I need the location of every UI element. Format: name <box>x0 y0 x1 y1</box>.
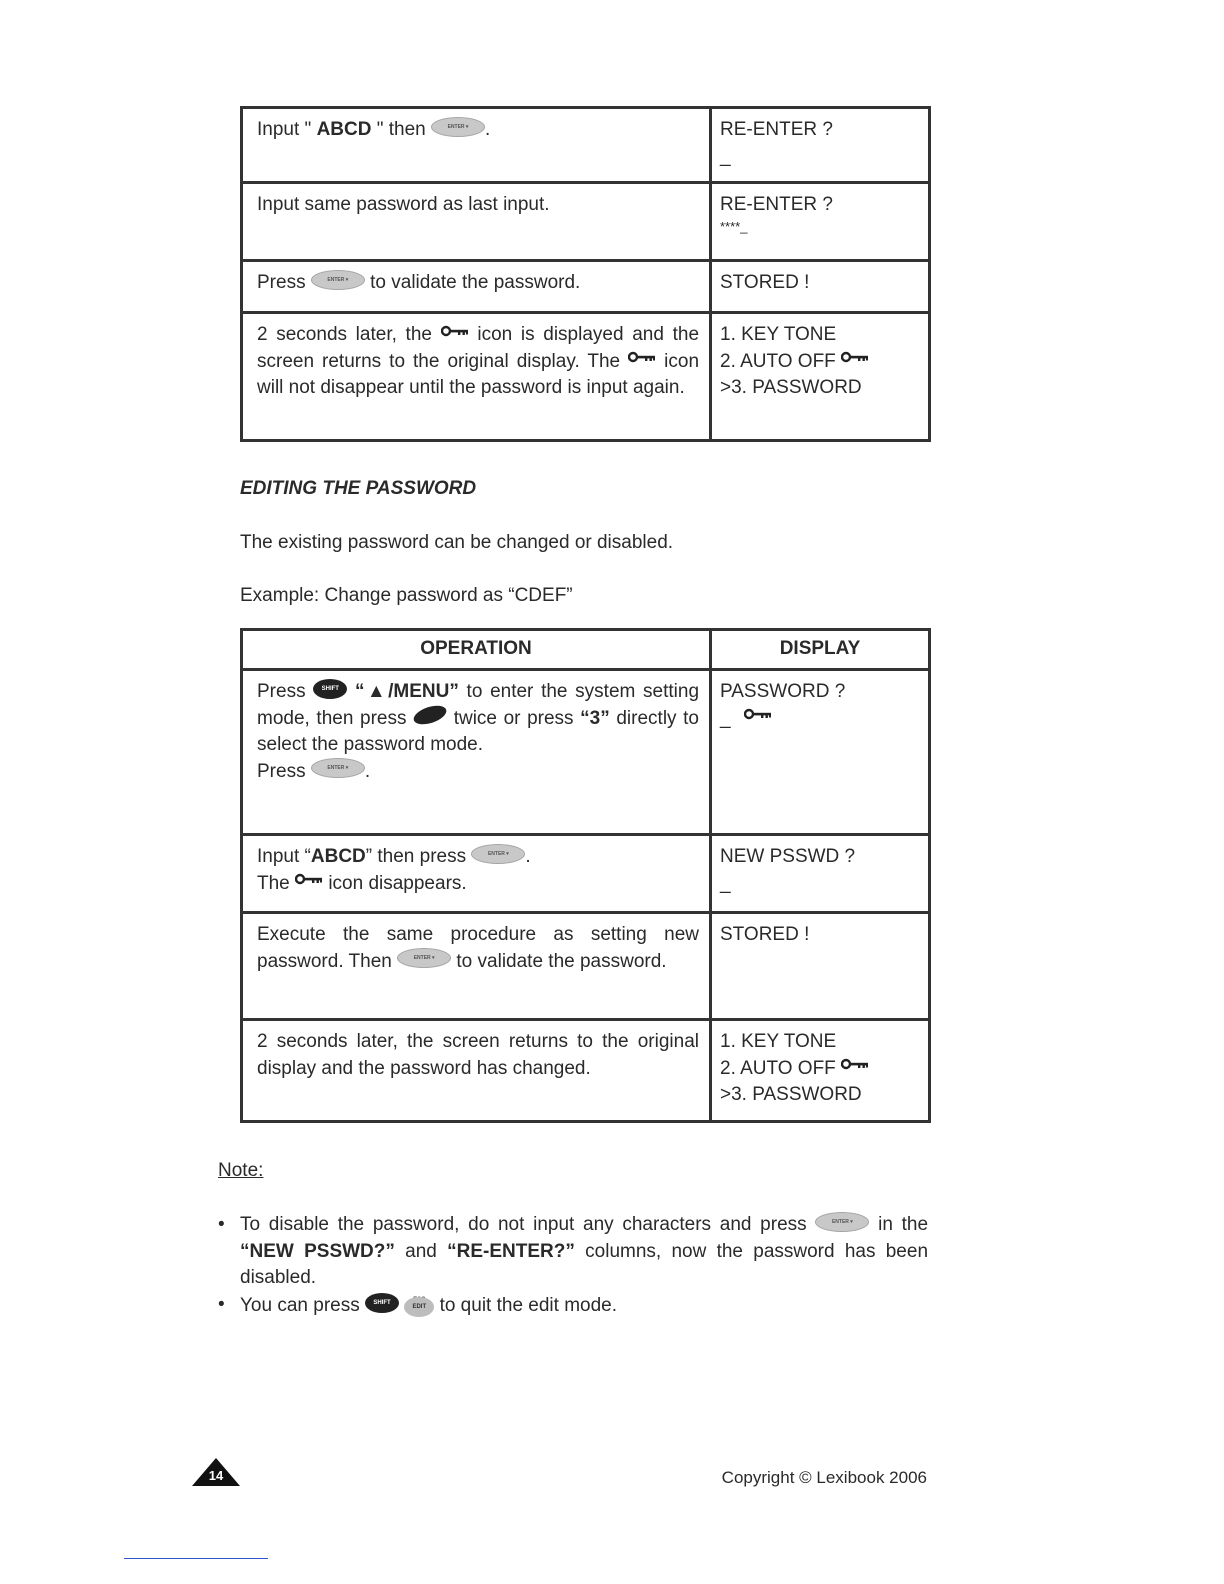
note-text: You can press <box>240 1294 360 1316</box>
column-header-display: DISPLAY <box>711 630 930 670</box>
op-text: Execute the same procedure as setting new password. Then <box>257 924 699 972</box>
operation-cell <box>242 1020 711 1122</box>
key-icon <box>628 351 656 363</box>
key-icon <box>295 873 323 885</box>
display-line: PASSWORD ? <box>720 681 846 702</box>
op-text: Input “ <box>257 846 311 867</box>
op-text: " then <box>371 119 426 140</box>
display-cell <box>711 313 930 441</box>
note-list <box>218 1212 928 1320</box>
shift-button-icon: SHIFT <box>313 679 347 699</box>
display-cell <box>711 108 930 183</box>
display-line: _ <box>720 872 731 894</box>
display-line: ****_ <box>720 218 748 234</box>
list-item <box>218 1292 928 1320</box>
display-line-with-key <box>720 349 918 376</box>
display-cell <box>711 261 930 313</box>
table-row <box>242 670 930 835</box>
display-line-with-key <box>720 706 918 733</box>
op-text: icon is displayed and the screen returns to the original display. The <box>257 324 700 372</box>
op-text: to validate the password. <box>456 950 667 972</box>
down-arrow-button-icon <box>411 703 448 729</box>
table-row <box>242 1020 930 1122</box>
op-text: twice or press <box>453 707 574 729</box>
op-bold-text: “▲/MENU” <box>354 681 459 702</box>
op-text: icon disappears. <box>328 872 467 894</box>
op-text: icon will not disappear until the password is input again. <box>257 350 700 398</box>
display-cell <box>711 913 930 1020</box>
operation-cell <box>242 108 711 183</box>
key-icon <box>441 325 469 337</box>
op-text: Input " <box>257 119 317 140</box>
divider <box>124 1558 268 1559</box>
operation-cell <box>242 261 711 313</box>
enter-button-icon: ENTER ▾ <box>311 758 365 778</box>
note-text: in the <box>878 1214 929 1235</box>
op-text: . <box>525 846 531 867</box>
operation-cell <box>242 835 711 913</box>
key-icon <box>841 1058 869 1070</box>
op-text: 2 seconds later, the screen returns to the original display and the password has changed. <box>257 1031 699 1079</box>
op-text: Press <box>257 272 306 293</box>
display-line: RE-ENTER ? <box>720 194 833 215</box>
op-text: . <box>364 760 371 782</box>
enter-button-icon: ENTER ▾ <box>311 270 365 290</box>
note-bold-text: “RE-ENTER?” <box>447 1240 575 1262</box>
op-text: Input same password as last input. <box>257 194 550 215</box>
table-row <box>242 108 930 183</box>
table-row <box>242 835 930 913</box>
op-text: 2 seconds later, the <box>257 324 432 345</box>
display-line: STORED ! <box>720 272 810 293</box>
op-text: to enter the system setting mode, then press <box>257 681 700 729</box>
table-row <box>242 913 930 1020</box>
display-line: 2. AUTO OFF <box>720 350 836 372</box>
op-text: directly to select the password mode. <box>257 707 699 755</box>
operation-cell <box>242 913 711 1020</box>
enter-button-icon: ENTER ▾ <box>397 948 451 968</box>
display-cell <box>711 835 930 913</box>
note-text: columns, now the password has been disabled. <box>240 1240 929 1288</box>
display-cell <box>711 670 930 835</box>
display-line: _ <box>720 707 731 729</box>
op-text: The <box>257 872 290 894</box>
display-line: STORED ! <box>720 924 810 945</box>
display-line: NEW PSSWD ? <box>720 846 856 867</box>
op-text: . <box>485 119 491 140</box>
display-line: RE-ENTER ? <box>720 119 833 140</box>
key-icon <box>841 351 869 363</box>
section-heading: EDITING THE PASSWORD <box>240 478 477 499</box>
column-header-operation: OPERATION <box>242 630 711 670</box>
key-icon <box>744 708 772 720</box>
operation-cell <box>242 183 711 261</box>
note-label: Note: <box>218 1160 264 1181</box>
display-line: 1. KEY TONE <box>720 324 837 345</box>
page-number-badge <box>192 1458 240 1486</box>
op-text: ” then press <box>365 846 467 867</box>
table-header-row <box>242 630 930 670</box>
display-line: 2. AUTO OFF <box>720 1057 836 1079</box>
table-row <box>242 261 930 313</box>
display-line: 1. KEY TONE <box>720 1031 837 1052</box>
copyright-text: Copyright © Lexibook 2006 <box>721 1468 927 1487</box>
op-bold-text: “3” <box>580 707 610 729</box>
op-bold-text: ABCD <box>310 846 366 867</box>
note-text: to quit the edit mode. <box>439 1294 618 1316</box>
operation-cell <box>242 670 711 835</box>
set-password-table <box>240 106 931 442</box>
enter-button-icon: ENTER ▾ <box>815 1212 869 1232</box>
page-number: 14 <box>208 1468 224 1483</box>
shift-button-icon: SHIFT <box>365 1293 399 1313</box>
note-text: and <box>405 1240 437 1262</box>
table-row <box>242 313 930 441</box>
table-row <box>242 183 930 261</box>
intro-paragraph: The existing password can be changed or disabled. <box>240 532 674 553</box>
display-line: _ <box>720 145 731 167</box>
display-line: >3. PASSWORD <box>720 377 862 398</box>
list-item <box>218 1212 928 1292</box>
edit-password-table <box>240 628 931 1123</box>
op-bold-text: ABCD <box>316 119 372 140</box>
enter-button-icon: ENTER ▾ <box>471 844 525 864</box>
operation-cell <box>242 313 711 441</box>
note-text: To disable the password, do not input any characters and press <box>240 1214 807 1235</box>
example-paragraph: Example: Change password as “CDEF” <box>240 585 573 606</box>
op-text: Press <box>257 681 306 702</box>
enter-button-icon: ENTER ▾ <box>431 117 485 137</box>
display-line-with-key <box>720 1056 918 1083</box>
op-text: Press <box>257 760 306 782</box>
op-text: to validate the password. <box>370 272 581 293</box>
display-cell <box>711 1020 930 1122</box>
edit-esc-button-icon <box>404 1289 434 1317</box>
display-line: >3. PASSWORD <box>720 1084 862 1105</box>
display-cell <box>711 183 930 261</box>
edit-button-shape: EDIT <box>404 1297 434 1317</box>
note-bold-text: “NEW PSSWD?” <box>240 1240 395 1262</box>
